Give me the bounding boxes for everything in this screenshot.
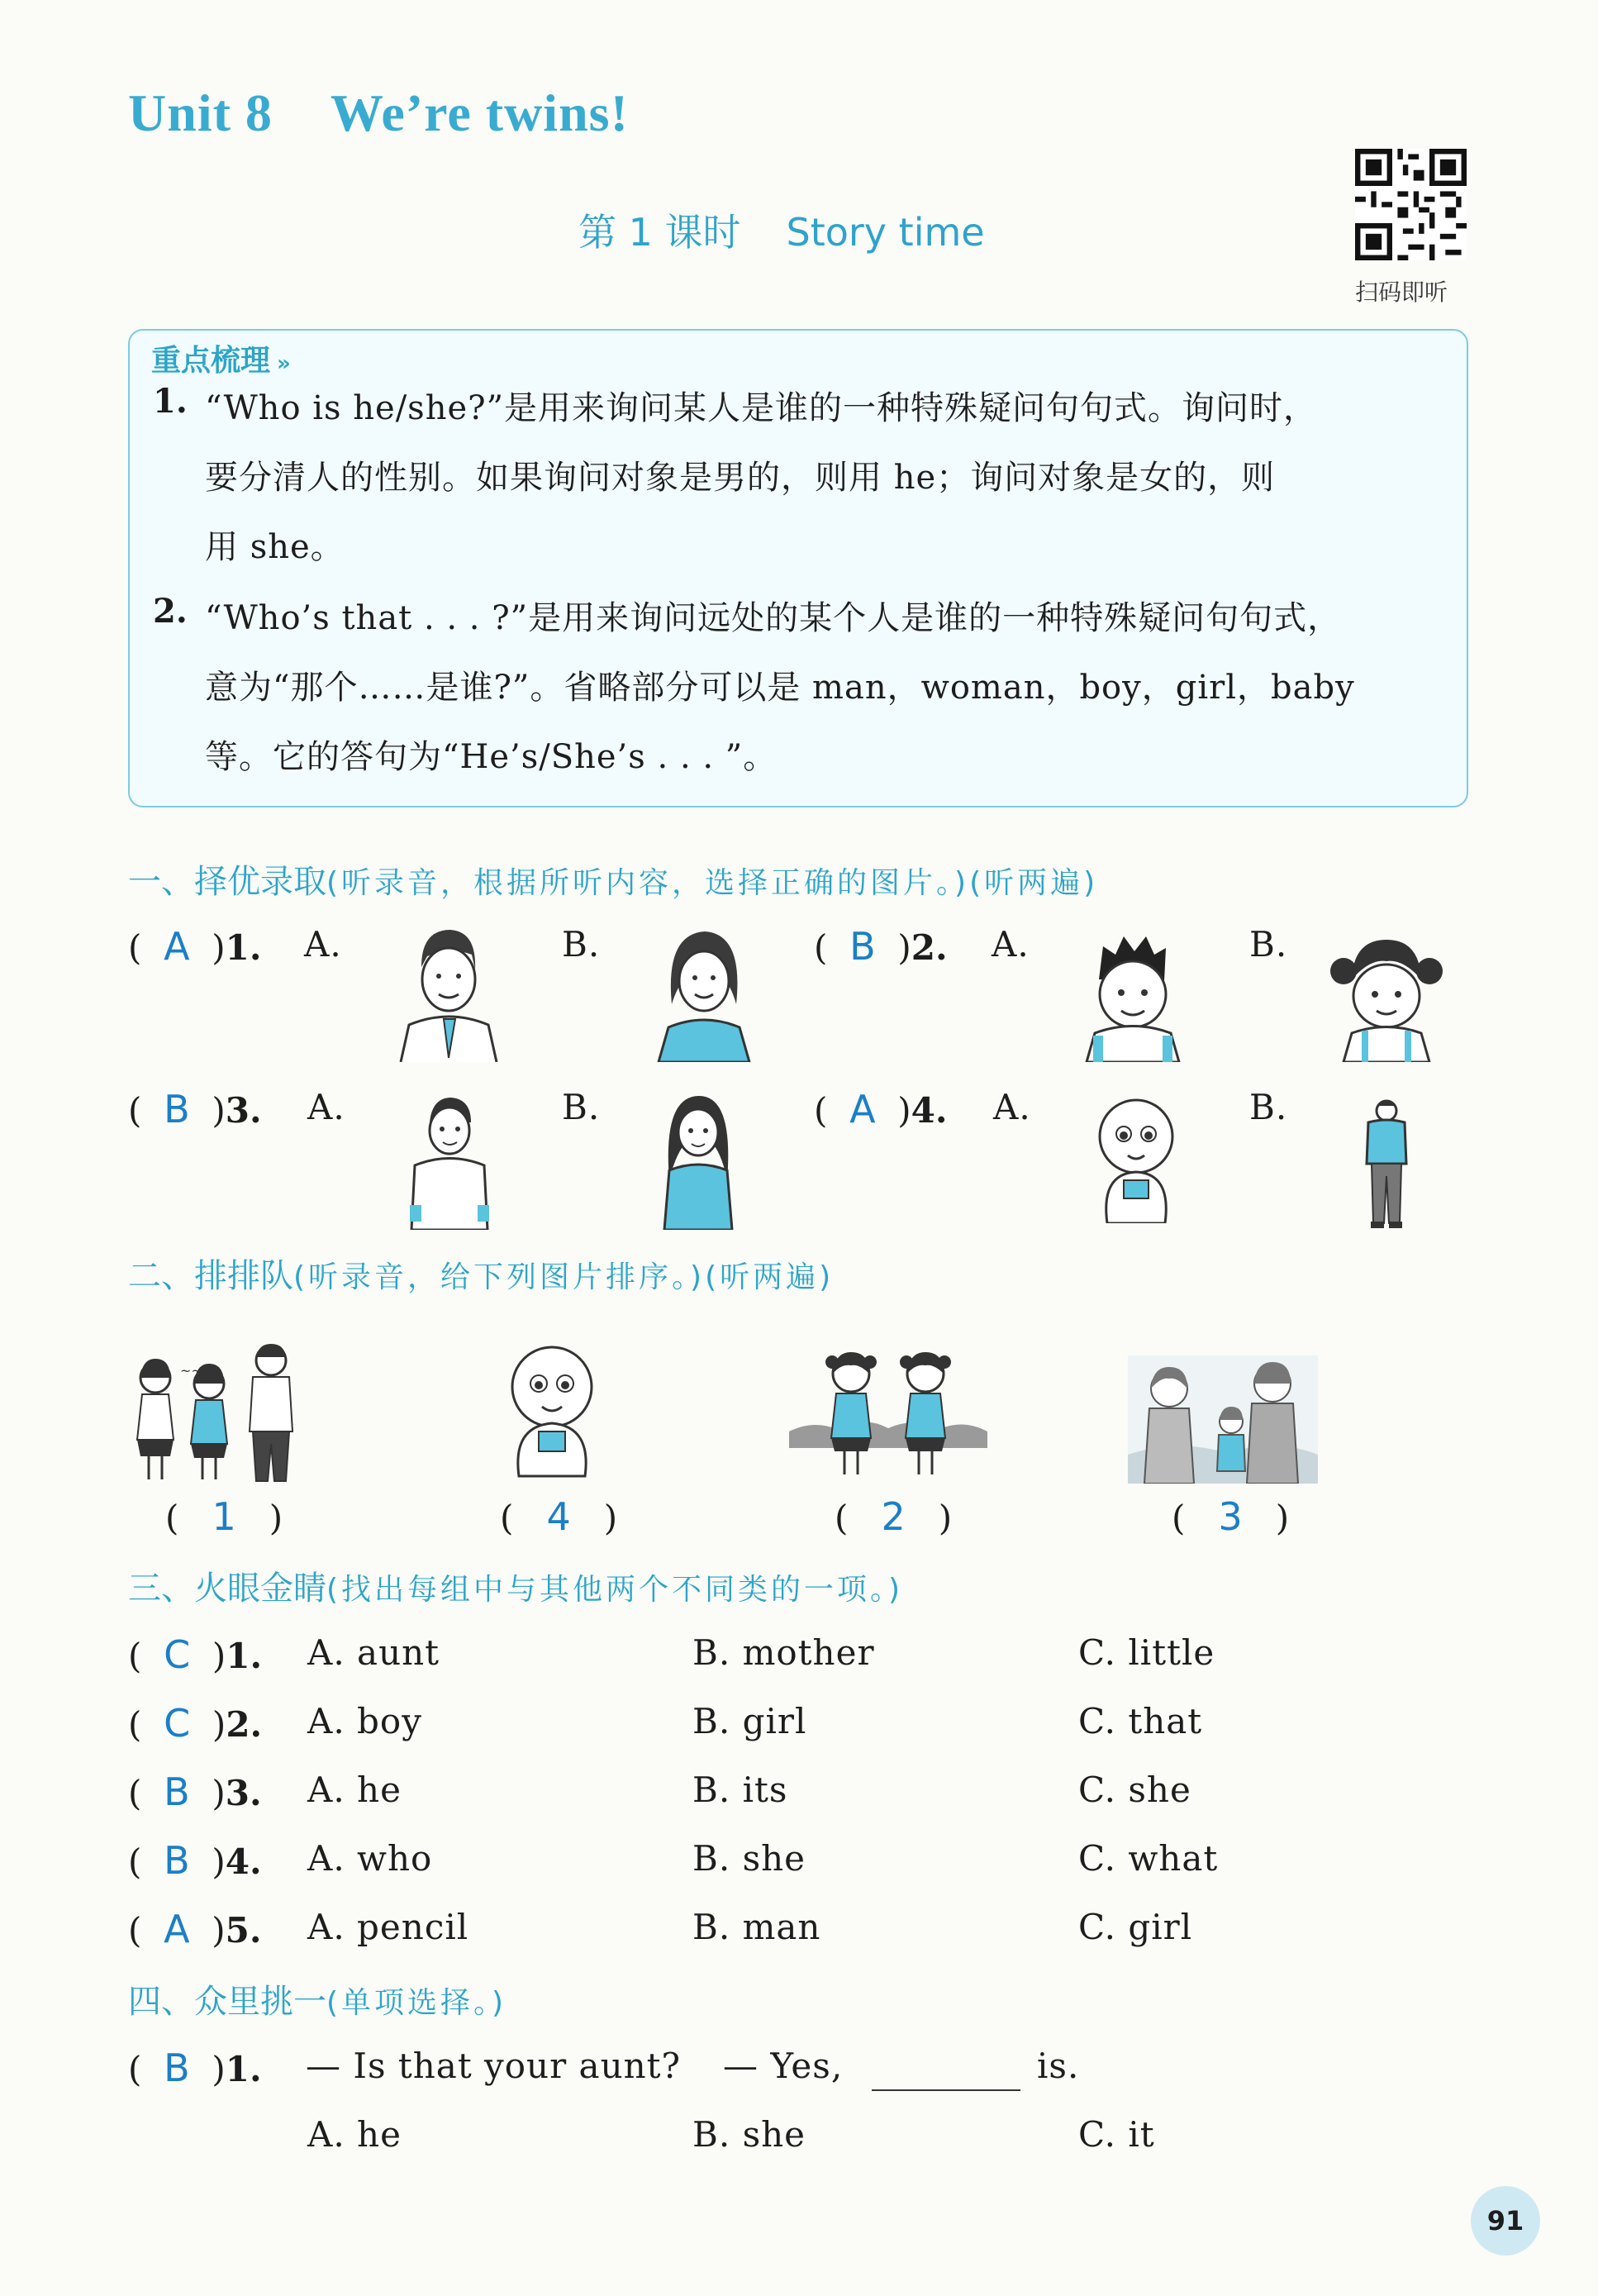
note-number: 2. — [153, 592, 188, 631]
question-stem: — Is that your aunt? — [306, 2046, 682, 2086]
option-label: B. — [562, 924, 601, 965]
note-line: 意为“那个……是谁?”。省略部分可以是 man，woman，boy，girl，baby — [205, 669, 1355, 707]
answer-mark[interactable]: B — [164, 1770, 190, 1814]
answer-mark[interactable]: C — [164, 1632, 191, 1677]
option-a: A. who — [307, 1838, 433, 1879]
note-line: “Who’s that . . . ?”是用来询问远处的某个人是谁的一种特殊疑问句句式， — [205, 599, 1342, 637]
question-row: ( A )5. — [128, 1907, 262, 1951]
order-slot: ( 2 ) — [835, 1494, 953, 1539]
option-c: C. little — [1078, 1632, 1215, 1673]
answer-mark[interactable]: B — [164, 1838, 190, 1883]
section-3-heading: 三、火眼金睛 — [128, 1570, 326, 1608]
blank-line[interactable] — [872, 2089, 1020, 2091]
question-row: ( B )3. — [128, 1770, 262, 1814]
option-b: B. girl — [692, 1701, 807, 1741]
order-answer[interactable]: 4 — [546, 1494, 571, 1539]
option-c: C. girl — [1078, 1907, 1193, 1947]
question-number: 1. — [225, 2049, 262, 2089]
question-number: 2. — [911, 927, 948, 968]
qr-code-icon[interactable] — [1355, 149, 1467, 260]
baby-picture[interactable] — [494, 1337, 610, 1478]
lesson-title — [578, 202, 985, 257]
woman-picture[interactable] — [644, 1089, 752, 1230]
man-picture[interactable] — [395, 1089, 502, 1230]
twin-girls-picture[interactable] — [789, 1341, 987, 1481]
section-2-hint: (听录音，给下列图片排序。)(听两遍) — [293, 1260, 835, 1294]
section-4-title — [128, 1975, 507, 2022]
option-label: A. — [307, 1087, 345, 1127]
option-b: B. she — [692, 2114, 806, 2155]
question-number: 4. — [225, 1841, 262, 1882]
option-b: B. mother — [692, 1632, 875, 1673]
baby-picture[interactable] — [1082, 1091, 1190, 1223]
lesson-name: Story time — [786, 210, 985, 255]
question-number: 3. — [225, 1090, 262, 1131]
option-label: B. — [1249, 924, 1288, 965]
question-row: ( C )2. — [128, 1701, 263, 1746]
order-answer[interactable]: 1 — [212, 1494, 236, 1539]
question-number: 1. — [225, 927, 262, 968]
page-number: 91 — [1471, 2186, 1540, 2256]
option-c: C. she — [1078, 1770, 1191, 1810]
section-4-hint: (单项选择。) — [326, 1986, 507, 2020]
key-points-title-text: 重点梳理 — [151, 344, 271, 378]
unit-label: Unit 8 — [128, 83, 273, 142]
question-row: ( B )1. — [128, 2046, 262, 2090]
double-chevron-icon: » — [277, 351, 291, 376]
section-3-hint: (找出每组中与其他两个不同类的一项。) — [326, 1573, 904, 1607]
option-label: B. — [562, 1087, 601, 1127]
question-row: ( A )1. — [128, 924, 262, 969]
note-line: 要分清人的性别。如果询问对象是男的，则用 he；询问对象是女的，则 — [205, 459, 1276, 497]
option-label: A. — [304, 924, 342, 965]
question-number: 3. — [225, 1773, 262, 1813]
option-a: A. aunt — [307, 1632, 440, 1673]
section-1-title — [128, 855, 1098, 903]
man-full-body-picture[interactable] — [1353, 1098, 1420, 1230]
note-number: 1. — [153, 382, 188, 421]
option-b: B. she — [692, 1838, 806, 1879]
option-b: B. its — [692, 1770, 788, 1810]
note-line: “Who is he/she?”是用来询问某人是谁的一种特殊疑问句句式。询问时， — [205, 389, 1318, 427]
option-c: C. it — [1078, 2114, 1155, 2155]
order-slot: ( 1 ) — [165, 1494, 283, 1539]
family-greeting-picture[interactable] — [131, 1341, 321, 1485]
question-number: 4. — [911, 1090, 948, 1131]
answer-mark[interactable]: B — [164, 2046, 190, 2090]
order-slot: ( 4 ) — [500, 1494, 618, 1539]
woman-picture[interactable] — [640, 922, 764, 1062]
option-a: A. he — [307, 2114, 402, 2155]
option-a: A. pencil — [307, 1907, 469, 1947]
section-2-title — [128, 1250, 834, 1297]
question-number: 2. — [226, 1704, 263, 1745]
order-answer[interactable]: 2 — [881, 1494, 906, 1539]
order-answer[interactable]: 3 — [1218, 1494, 1243, 1539]
order-slot: ( 3 ) — [1172, 1494, 1290, 1539]
section-4-heading: 四、众里挑一 — [128, 1983, 326, 2021]
section-1-heading: 一、择优录取 — [128, 863, 326, 901]
option-a: A. boy — [307, 1701, 422, 1741]
answer-mark[interactable]: C — [164, 1701, 191, 1746]
svg-text:~~: ~~ — [180, 1363, 202, 1379]
section-3-title — [128, 1562, 903, 1609]
option-label: A. — [993, 1087, 1031, 1127]
section-1-hint: (听录音，根据所听内容，选择正确的图片。)(听两遍) — [326, 866, 1099, 900]
question-row: ( C )1. — [128, 1632, 263, 1677]
unit-title — [128, 83, 687, 144]
option-label: B. — [1249, 1087, 1288, 1127]
option-c: C. that — [1078, 1701, 1203, 1741]
answer-mark[interactable]: A — [164, 1907, 190, 1951]
answer-mark[interactable]: B — [849, 924, 876, 969]
girl-picture[interactable] — [1320, 930, 1453, 1062]
question-number: 1. — [226, 1636, 263, 1676]
question-number: 5. — [225, 1910, 262, 1951]
answer-mark[interactable]: A — [849, 1087, 876, 1131]
answer-stem-end: is. — [1037, 2046, 1080, 2086]
boy-picture[interactable] — [1070, 930, 1194, 1062]
answer-mark[interactable]: A — [164, 924, 190, 969]
question-row: ( B )3. — [128, 1087, 262, 1131]
lesson-label: 第 1 课时 — [578, 210, 741, 255]
option-a: A. he — [307, 1770, 402, 1810]
note-line: 用 she。 — [205, 528, 345, 566]
option-c: C. what — [1078, 1838, 1219, 1879]
man-picture[interactable] — [384, 922, 508, 1062]
unit-name: We’re twins! — [330, 83, 629, 142]
section-2-heading: 二、排排队 — [128, 1257, 293, 1295]
answer-stem: — Yes, — [723, 2046, 844, 2086]
note-line: 等。它的答句为“He’s/She’s . . . ”。 — [205, 738, 778, 776]
question-row: ( A )4. — [814, 1087, 948, 1131]
option-b: B. man — [692, 1907, 821, 1947]
option-label: A. — [992, 924, 1030, 965]
question-row: ( B )2. — [814, 924, 948, 969]
question-row: ( B )4. — [128, 1838, 262, 1883]
family-park-picture[interactable] — [1128, 1355, 1318, 1484]
answer-mark[interactable]: B — [164, 1087, 190, 1131]
qr-caption: 扫码即听 — [1355, 279, 1448, 306]
